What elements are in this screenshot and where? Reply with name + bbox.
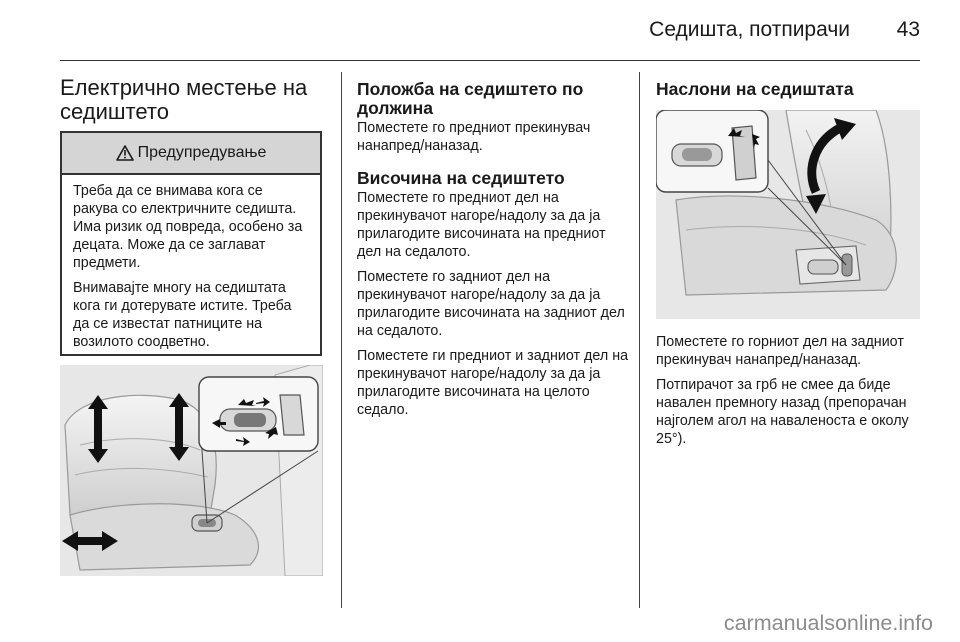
warning-title: Предупредување xyxy=(137,144,267,161)
warning-box xyxy=(60,131,322,356)
warning-paragraph: Внимавајте многу на седиштата кога ги дотерувате истите. Треба да се известат патниците на возилото соодветно. xyxy=(73,280,292,350)
paragraph: Поместете го предниот прекинувач нанапред/наназад. xyxy=(357,120,591,154)
page-number: 43 xyxy=(896,18,920,41)
section-heading-seat-height: Височина на седиштето xyxy=(357,168,565,188)
header-rule xyxy=(60,60,920,61)
warning-header xyxy=(62,133,320,175)
column-divider-2 xyxy=(639,72,640,608)
seat-adjustment-illustration xyxy=(60,365,323,576)
backrest-illustration-drawing xyxy=(656,110,920,319)
section-heading-electric-seat: Електрично местење на седиштето xyxy=(60,75,308,124)
running-header-title: Седишта, потпирачи xyxy=(649,18,850,41)
paragraph: Поместете го горниот дел на задниот прекинувач нанапред/наназад. xyxy=(656,334,904,368)
warning-paragraph: Треба да се внимава кога се ракува со електричните седишта. Има ризик од повреда, особено за децата. Може да се заглават предмети. xyxy=(73,183,303,271)
section-heading-longitudinal: Положба на седиштето по должина xyxy=(357,79,584,118)
paragraph: Потпирачот за грб не смее да биде навален премногу назад (препорачан најголем агол на навaленоста е околу 25°). xyxy=(656,377,909,447)
paragraph: Поместете ги предниот и задниот дел на прекинувачот нагоре/надолу за да ја прилагодите височината на целото седало. xyxy=(357,348,629,418)
column-3-text xyxy=(656,333,924,455)
paragraph: Поместете го задниот дел на прекинувачот нагоре/надолу за да ја прилагодите височината на задниот дел на седалото. xyxy=(357,269,625,339)
paragraph: Поместете го предниот дел на прекинувачот нагоре/надолу за да ја прилагодите височината на предниот дел на седалото. xyxy=(357,190,606,260)
warning-body xyxy=(62,175,320,351)
seat-illustration-drawing xyxy=(60,365,323,576)
column-2 xyxy=(357,80,629,426)
backrest-adjustment-illustration xyxy=(656,110,920,319)
column-divider-1 xyxy=(341,72,342,608)
section-heading-seat-backrests: Наслони на седиштата xyxy=(656,79,854,99)
watermark: carmanualsonline.info xyxy=(723,611,933,635)
warning-triangle-icon xyxy=(116,145,134,161)
